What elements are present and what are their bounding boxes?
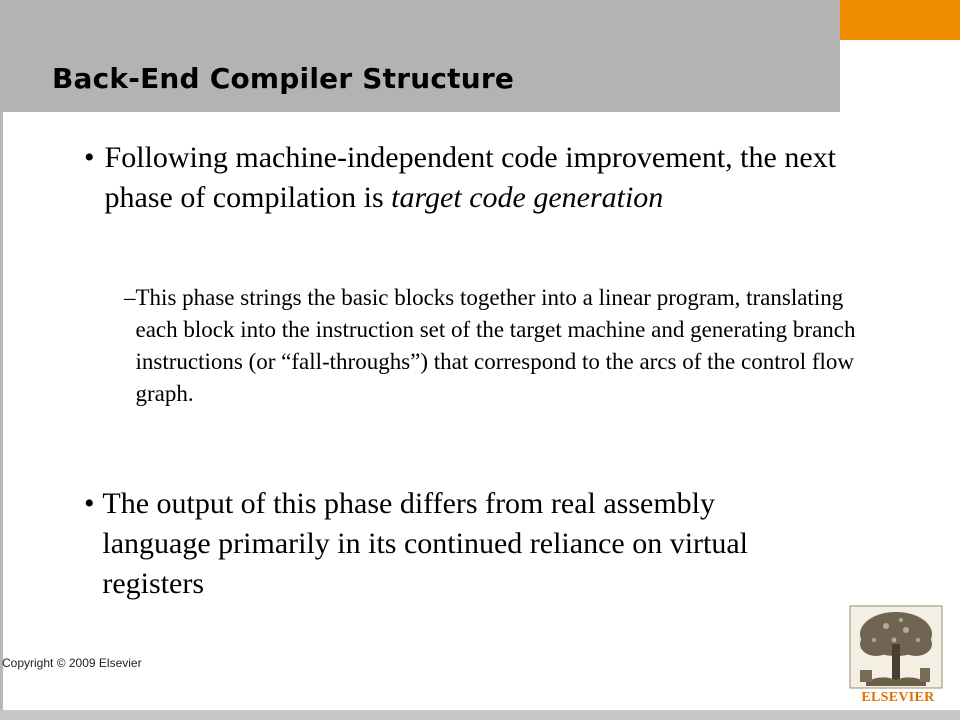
- sub-bullet-marker: –: [124, 285, 136, 310]
- sub-bullet-1-text: This phase strings the basic blocks together into a linear program, translating each block into the instruction set of the target machine and generating branch instructions (or “fall-throughs”) that correspond to the arcs of the control flow graph.: [135, 285, 856, 406]
- bullet-2-text: The output of this phase differs from real assembly language primarily in its continued reliance on virtual registers: [102, 487, 749, 600]
- copyright-footer: Copyright © 2009 Elsevier: [2, 656, 142, 670]
- slide-title: Back-End Compiler Structure: [52, 62, 515, 95]
- bullet-2: [84, 484, 804, 604]
- bullet-1-italic: target code generation: [391, 181, 664, 214]
- bullet-marker: •: [84, 487, 95, 520]
- bullet-marker: •: [84, 141, 95, 174]
- sub-bullet-1: [124, 282, 876, 410]
- bullet-1-plain: Following machine-independent code improvement, the next phase of compilation is: [104, 141, 836, 214]
- bullet-1-text: [105, 138, 844, 218]
- elsevier-wordmark: ELSEVIER: [861, 690, 935, 705]
- bullet-1: [84, 138, 844, 218]
- bottom-bar: [0, 710, 960, 720]
